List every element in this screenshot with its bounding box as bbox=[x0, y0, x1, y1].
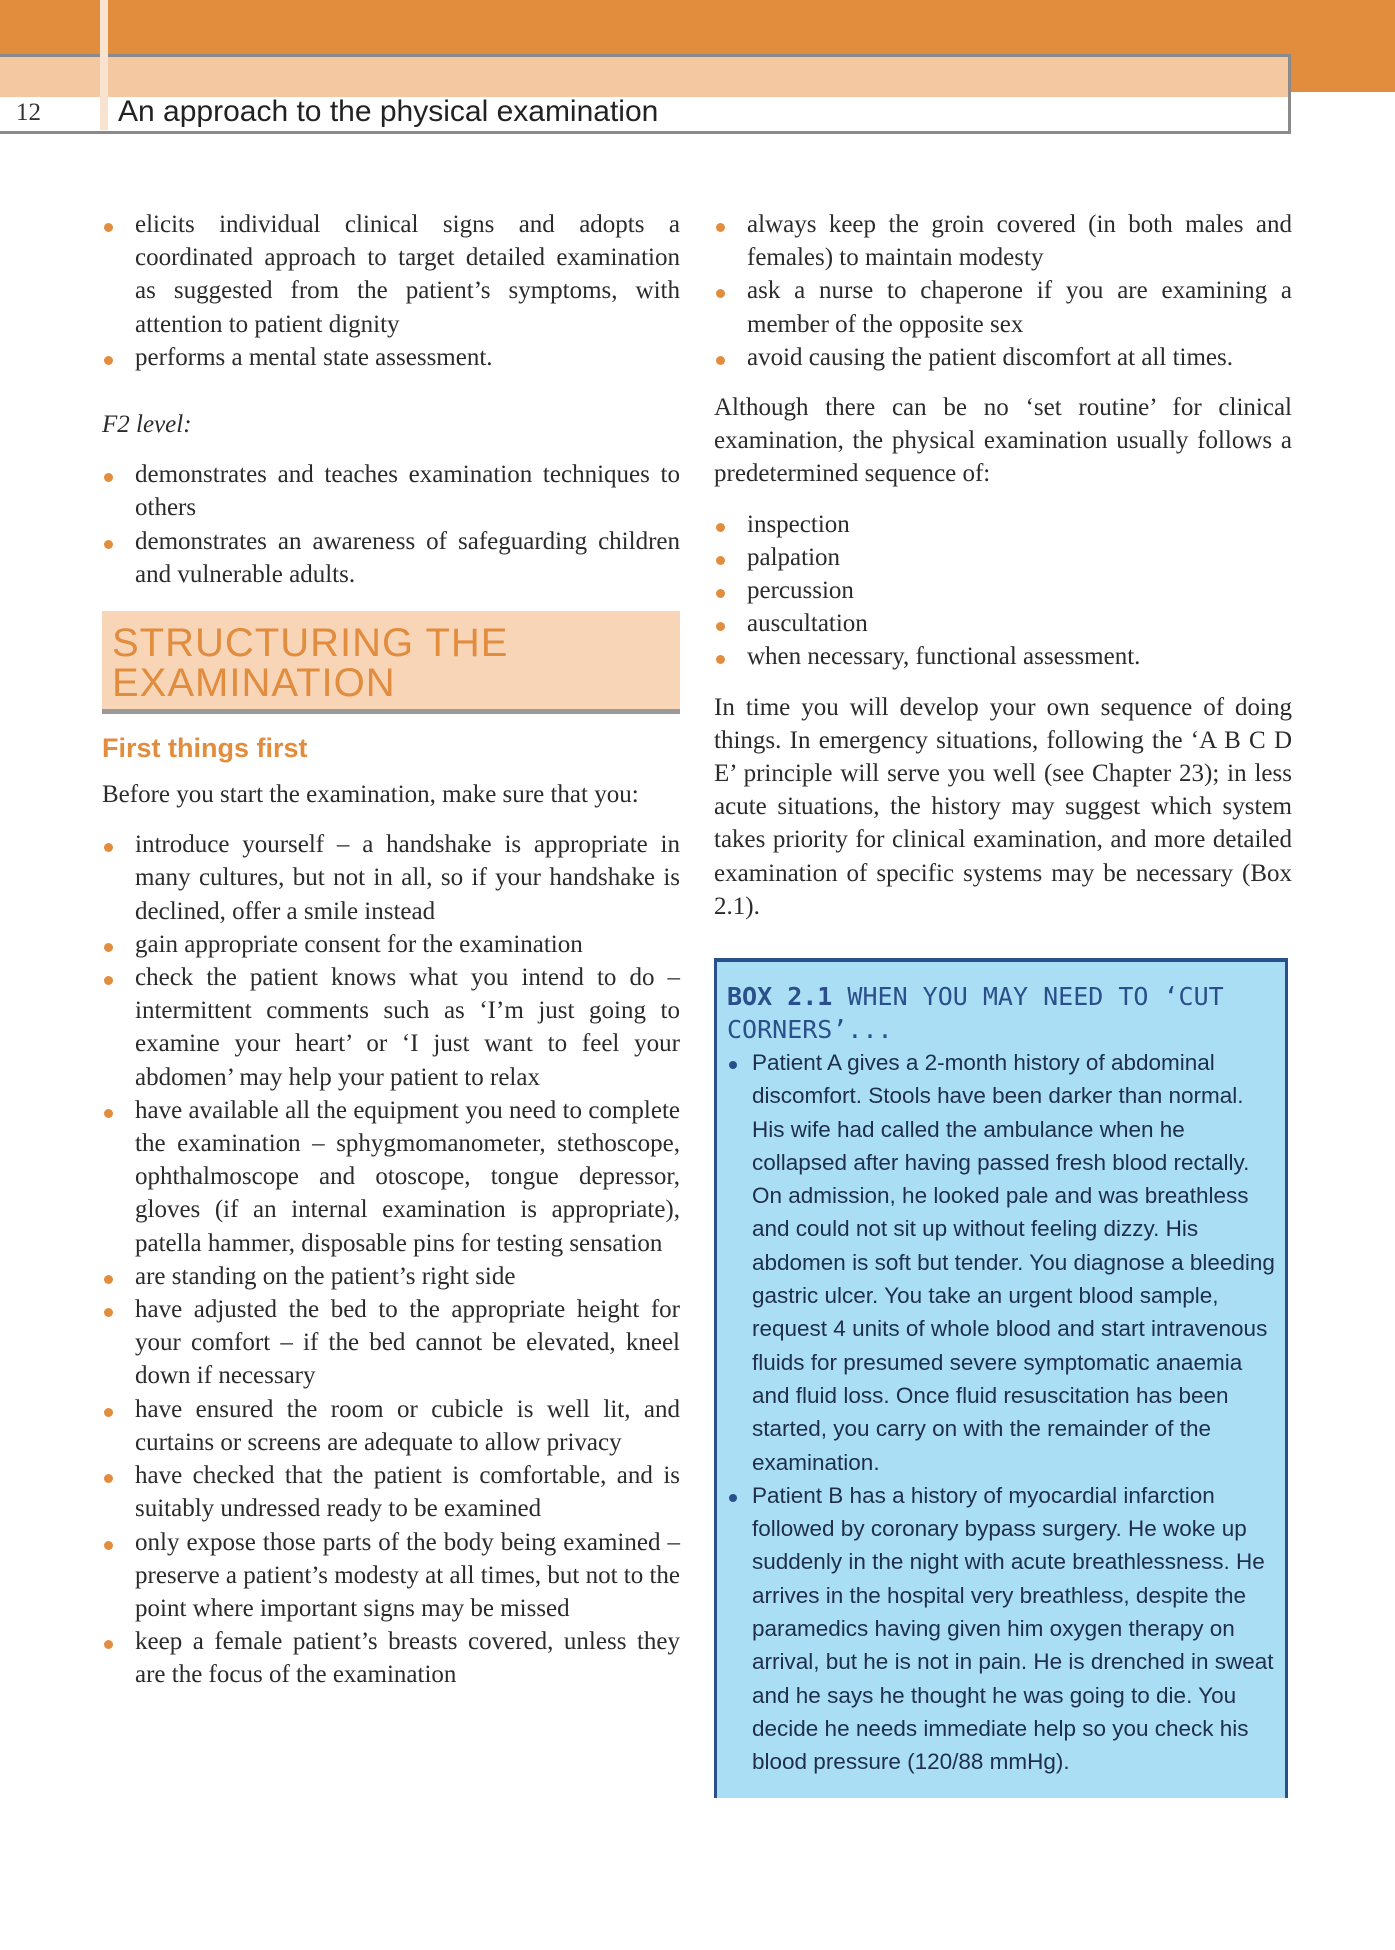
header-peach-band bbox=[0, 57, 1288, 97]
box-title-text: WHEN YOU MAY NEED TO ‘CUT CORNERS’... bbox=[727, 982, 1224, 1044]
list-item: demonstrates and teaches examination techniques to others bbox=[102, 458, 680, 524]
f2-level-label: F2 level: bbox=[102, 411, 192, 439]
list-item: introduce yourself – a handshake is appropriate in many cultures, but not in all, so if your handshake is declined, offer a smile instead bbox=[102, 828, 680, 928]
list-item: percussion bbox=[714, 574, 1292, 607]
list-item: always keep the groin covered (in both males and females) to maintain modesty bbox=[714, 208, 1292, 274]
box-label: BOX 2.1 bbox=[727, 982, 833, 1011]
list-item: are standing on the patient’s right side bbox=[102, 1260, 680, 1293]
list-item: have available all the equipment you need to complete the examination – sphygmomanometer, stethoscope, ophthalmoscope and otoscope, tongue depressor, gloves (if an internal examination is appropriate), patella hammer, disposable pins for testing sensation bbox=[102, 1094, 680, 1260]
subheading: First things first bbox=[102, 733, 308, 764]
sequence-paragraph: In time you will develop your own sequence of doing things. In emergency situations, following the ‘A B C D E’ principle will serve you well (see Chapter 23); in less acute situations, the history may suggest which system takes priority for clinical examination, and more detailed examination of specific systems may be necessary (Box 2.1). bbox=[714, 693, 1292, 920]
intro-list bbox=[102, 208, 680, 374]
sequence-intro-paragraph: Although there can be no ‘set routine’ for clinical examination, the physical examination usually follows a predetermined sequence of: bbox=[714, 394, 1292, 488]
sequence-list bbox=[714, 508, 1292, 674]
list-item: check the patient knows what you intend to do – intermittent comments such as ‘I’m just going to examine your heart’ or ‘I just want to feel your abdomen’ may help your patient to relax bbox=[102, 961, 680, 1094]
box-2-1 bbox=[714, 958, 1288, 1798]
list-item: avoid causing the patient discomfort at all times. bbox=[714, 341, 1292, 374]
checklist bbox=[102, 828, 680, 1691]
running-header bbox=[0, 54, 1291, 134]
section-banner bbox=[102, 611, 680, 714]
section-title-line1: STRUCTURING THE bbox=[112, 621, 509, 666]
list-item: have checked that the patient is comfortable, and is suitably undressed ready to be examined bbox=[102, 1459, 680, 1525]
list-item: elicits individual clinical signs and adopts a coordinated approach to target detailed examination as suggested from the patient’s symptoms, with attention to patient dignity bbox=[102, 208, 680, 341]
modesty-list bbox=[714, 208, 1292, 374]
f2-list bbox=[102, 458, 680, 591]
lead-paragraph: Before you start the examination, make sure that you: bbox=[102, 781, 639, 809]
section-title-line2: EXAMINATION bbox=[112, 661, 396, 706]
list-item: performs a mental state assessment. bbox=[102, 341, 680, 374]
list-item: inspection bbox=[714, 508, 1292, 541]
list-item: only expose those parts of the body being examined – preserve a patient’s modesty at all times, but not to the point where important signs may be missed bbox=[102, 1526, 680, 1626]
right-column bbox=[714, 208, 1292, 923]
box-title bbox=[727, 980, 1275, 1046]
list-item: auscultation bbox=[714, 607, 1292, 640]
list-item: ask a nurse to chaperone if you are examining a member of the opposite sex bbox=[714, 274, 1292, 340]
list-item: Patient B has a history of myocardial infarction followed by coronary bypass surgery. He woke up suddenly in the night with acute breathlessness. He arrives in the hospital very breathless, despite the paramedics having given him oxygen therapy on arrival, but he is not in pain. He is drenched in sweat and he says he thought he was going to die. You decide he needs immediate help so you check his blood pressure (120/88 mmHg). bbox=[727, 1479, 1275, 1779]
left-column bbox=[102, 208, 680, 1692]
list-item: demonstrates an awareness of safeguarding children and vulnerable adults. bbox=[102, 525, 680, 591]
list-item: when necessary, functional assessment. bbox=[714, 640, 1292, 673]
section-title bbox=[112, 621, 668, 706]
list-item: have ensured the room or cubicle is well lit, and curtains or screens are adequate to allow privacy bbox=[102, 1393, 680, 1459]
box-list bbox=[727, 1046, 1275, 1779]
list-item: have adjusted the bed to the appropriate height for your comfort – if the bed cannot be elevated, kneel down if necessary bbox=[102, 1293, 680, 1393]
list-item: keep a female patient’s breasts covered, unless they are the focus of the examination bbox=[102, 1625, 680, 1691]
header-divider bbox=[100, 0, 108, 130]
list-item: Patient A gives a 2-month history of abdominal discomfort. Stools have been darker than normal. His wife had called the ambulance when he collapsed after having passed fresh blood rectally. On admission, he looked pale and was breathless and could not sit up without feeling dizzy. His abdomen is soft but tender. You diagnose a bleeding gastric ulcer. You take an urgent blood sample, request 4 units of whole blood and start intravenous fluids for presumed severe symptomatic anaemia and fluid loss. Once fluid resuscitation has been started, you carry on with the remainder of the examination. bbox=[727, 1046, 1275, 1479]
list-item: gain appropriate consent for the examination bbox=[102, 928, 680, 961]
running-title: An approach to the physical examination bbox=[118, 95, 659, 128]
list-item: palpation bbox=[714, 541, 1292, 574]
page-number: 12 bbox=[16, 99, 41, 126]
